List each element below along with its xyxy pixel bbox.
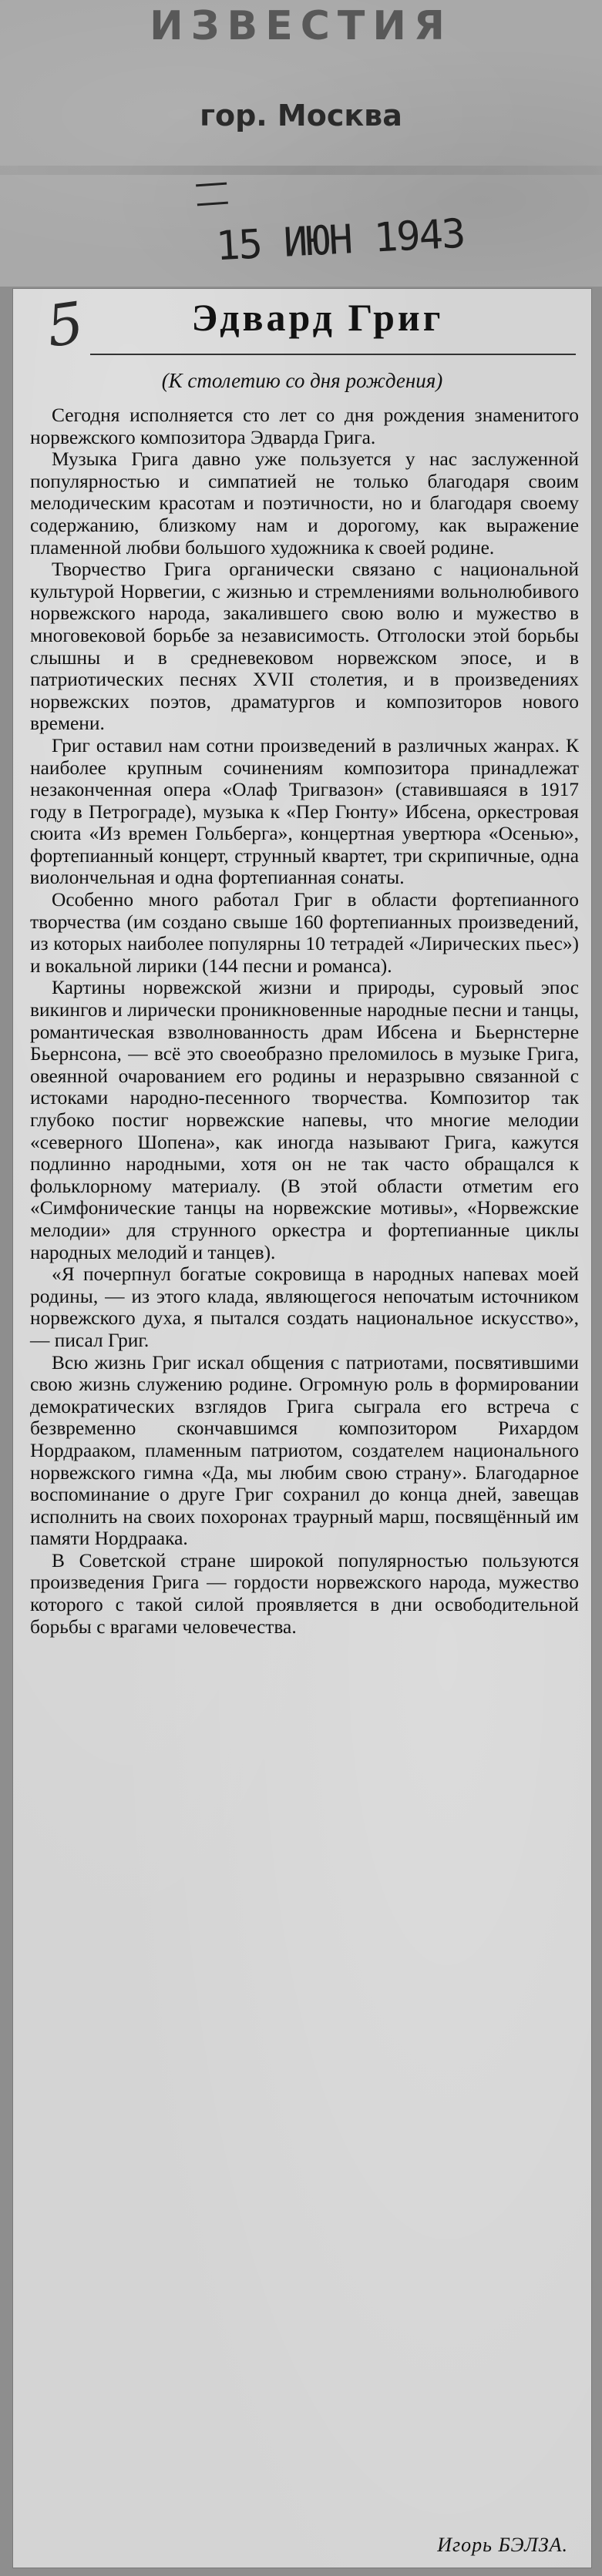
article-subtitle: (К столетию со дня рождения) <box>161 369 443 392</box>
paragraph: Сегодня исполняется сто лет со дня рождения знаменитого норвежского композитора Эдварда Грига. <box>30 404 579 448</box>
author-signature: Игорь БЭЛЗА. <box>437 2534 568 2556</box>
handwritten-number: 5 <box>42 290 88 361</box>
paragraph: Особенно много работал Григ в области фортепианного творчества (им создано свыше 160 фортепианных произведений, из которых наиболее популярны 10 тетрадей «Лирических пьес») и вокальной лирики (144 песни и романса). <box>30 889 579 977</box>
date-stamp: 15 ИЮН 1943 <box>214 210 466 270</box>
newspaper-clipping <box>12 288 592 2568</box>
date-underline-mark <box>196 183 228 206</box>
article-body <box>30 404 579 1638</box>
paragraph: Всю жизнь Григ искал общения с патриотами, посвятившими свою жизнь служению родине. Огромную роль в формировании демократических взглядов Грига сыграла его встреча с безвременно скончавшимся композитором Рихардом Нордрааком, пламенным патриотом, создателем национального норвежского гимна «Да, мы любим свою страну». Благодарное воспоминание о друге Григ сохранил до конца дней, завещав исполнить на своих похоронах траурный марш, посвящённый им памяти Нордраака. <box>30 1351 579 1550</box>
article-title: Эдвард Григ <box>191 296 444 339</box>
paragraph: Картины норвежской жизни и природы, суровый эпос викингов и лирически проникновенные народные песни и танцы, романтическая взволнованность драм Ибсена и Бьернстерне Бьернсона, — всё это своеобразно преломилось в музыке Грига, овеянной очарованием его родины и неразрывно связанной с истоками народно-песенного творчества. Композитор так глубоко постиг норвежские напевы, что многие мелодии «северного Шопена», как иногда называют Грига, кажутся подлинно народными, хотя он не так часто обращался к фольклорному материалу. (В этой области отметим его «Симфонические танцы на норвежские мотивы», «Норвежские мелодии» для струнного оркестра и фортепианные циклы народных мелодий и танцев). <box>30 977 579 1263</box>
paragraph: Музыка Грига давно уже пользуется у нас заслуженной популярностью и симпатией не только благодаря своим мелодическим красотам и поэтичности, но и благодаря своему содержанию, близкому нам и дорогому, как выражение пламенной любви большого художника к своей родине. <box>30 448 579 558</box>
archive-stamp-card <box>0 0 602 287</box>
city-label: гор. Москва <box>200 99 402 132</box>
paragraph: Григ оставил нам сотни произведений в различных жанрах. К наиболее крупным сочинениям композитора принадлежат незаконченная опера «Олаф Тригвазон» (ставившаяся в 1917 году в Петрограде), музыка к «Пер Гюнту» Ибсена, оркестровая сюита «Из времен Гольберга», концертная увертюра «Осенью», фортепианный концерт, струнный квартет, три скрипичные, одна виолончельная и одна фортепианная сонаты. <box>30 734 579 889</box>
paragraph: В Советской стране широкой популярностью пользуются произведения Грига — гордости норвежского народа, мужество которого с такой силой проявляется в дни освободительной борьбы с врагами человечества. <box>30 1549 579 1638</box>
newspaper-masthead: ИЗВЕСТИЯ <box>150 3 452 49</box>
paragraph: «Я почерпнул богатые сокровища в народных напевах моей родины, — из этого клада, являющегося непочатым источником норвежского духа, я пытался создать национальное искусство», — писал Григ. <box>30 1263 579 1351</box>
paragraph: Творчество Грига органически связано с национальной культурой Норвегии, с жизнью и стремлениями вольнолюбивого норвежского народа, закалившего свою волю и мужество в многовековой борьбе за независимость. Отголоски этой борьбы слышны и в средневековом норвежском эпосе, и в патриотических песнях XVII столетия, и в произведениях норвежских поэтов, драматургов и композиторов нового времени. <box>30 558 579 735</box>
title-rule <box>90 354 576 355</box>
faint-printed-line <box>0 166 602 175</box>
